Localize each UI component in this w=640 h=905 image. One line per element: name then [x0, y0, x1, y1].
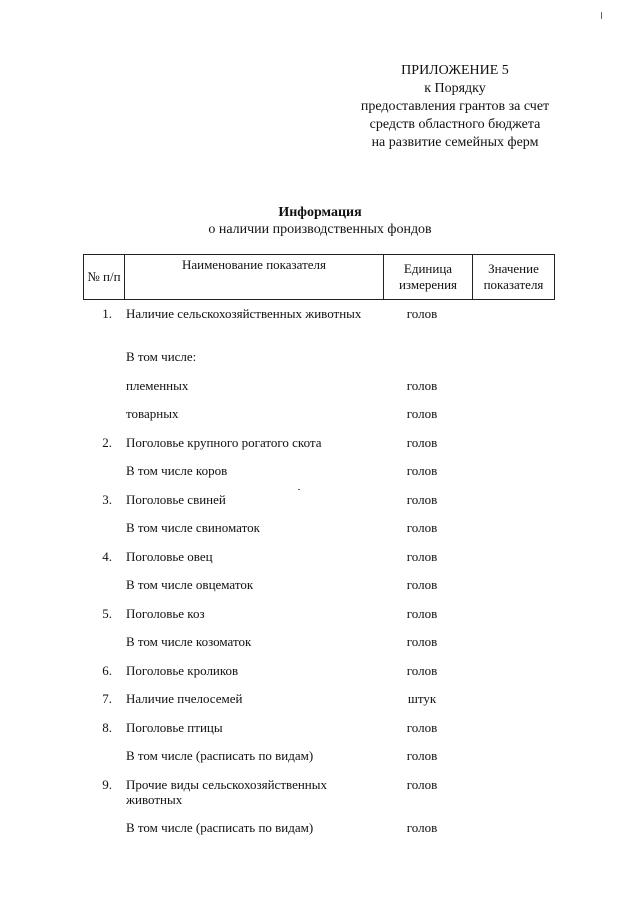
row-name: В том числе (расписать по видам) [126, 748, 314, 763]
row-unit: голов [406, 377, 438, 393]
header-unit: Единица измерения [384, 255, 473, 300]
row-unit: голов [406, 748, 438, 763]
row-name: В том числе свиноматок [126, 520, 260, 535]
annex-line: предоставления грантов за счет [360, 99, 550, 114]
row-name: Наличие сельскохозяйственных животных [126, 306, 362, 321]
row-number: 3. [102, 491, 112, 507]
table-row [0, 520, 640, 549]
table-row [0, 748, 640, 777]
row-number: 7. [102, 691, 112, 706]
row-unit: голов [406, 434, 438, 450]
document-heading [180, 204, 460, 238]
row-unit: голов [406, 491, 438, 507]
row-number: 5. [102, 605, 112, 621]
table-row [0, 406, 640, 435]
table-row [0, 306, 640, 349]
header-value: Значение показателя [473, 255, 555, 300]
row-number: 6. [102, 662, 112, 678]
row-unit: голов [406, 776, 438, 792]
scan-speck [298, 489, 300, 490]
row-unit: голов [406, 634, 438, 649]
row-unit: голов [406, 577, 438, 592]
row-name: Поголовье крупного рогатого скота [126, 434, 322, 450]
annex-line: на развитие семейных ферм [371, 135, 539, 150]
row-name: Поголовье коз [126, 605, 205, 621]
table-row [0, 492, 640, 521]
row-name: товарных [126, 406, 179, 421]
row-name: Прочие виды сельскохозяйственных животных [126, 776, 327, 807]
table-row [0, 378, 640, 407]
header-indicator-name: Наименование показателя [125, 255, 384, 300]
row-unit: голов [406, 819, 438, 835]
row-unit: голов [406, 306, 438, 321]
row-name: Поголовье овец [126, 548, 213, 564]
table-row [0, 820, 640, 849]
row-unit: голов [406, 406, 438, 421]
annex-line: к Порядку [424, 81, 486, 96]
table-header [83, 254, 555, 300]
scan-speck [601, 12, 602, 19]
row-unit: голов [406, 662, 438, 678]
row-name: В том числе (расписать по видам) [126, 819, 314, 835]
document-title: Информация [278, 205, 362, 220]
row-name: В том числе козоматок [126, 634, 252, 649]
annex-title: ПРИЛОЖЕНИЕ 5 [401, 63, 509, 78]
row-name: Поголовье свиней [126, 491, 226, 507]
row-number: 4. [102, 548, 112, 564]
row-unit: голов [406, 605, 438, 621]
table-row [0, 549, 640, 578]
row-name: племенных [126, 377, 189, 393]
table-row [0, 720, 640, 749]
annex-line: средств областного бюджета [369, 117, 541, 132]
row-unit: голов [406, 719, 438, 735]
row-name: Наличие пчелосемей [126, 691, 243, 706]
row-name: Поголовье кроликов [126, 662, 239, 678]
table-row [0, 349, 640, 378]
row-number: 9. [102, 776, 112, 792]
row-number: 1. [102, 306, 112, 321]
table-row [0, 777, 640, 820]
annex-block [330, 62, 580, 152]
document-subtitle: о наличии производственных фондов [208, 222, 432, 237]
row-number: 8. [102, 719, 112, 735]
table-row [0, 634, 640, 663]
row-number: 2. [102, 434, 112, 450]
table-row [0, 577, 640, 606]
row-name: В том числе: [126, 349, 197, 364]
table-body [0, 306, 640, 848]
row-name: В том числе овцематок [126, 577, 254, 592]
row-name: В том числе коров [126, 463, 228, 478]
table-row [0, 606, 640, 635]
row-unit: голов [406, 548, 438, 564]
row-unit: штук [407, 691, 437, 706]
row-name: Поголовье птицы [126, 719, 223, 735]
table-row [0, 691, 640, 720]
table-row [0, 463, 640, 492]
table-row [0, 663, 640, 692]
table-row [0, 435, 640, 464]
header-number: № п/п [84, 255, 125, 300]
row-unit: голов [406, 520, 438, 535]
row-unit: голов [406, 463, 438, 478]
